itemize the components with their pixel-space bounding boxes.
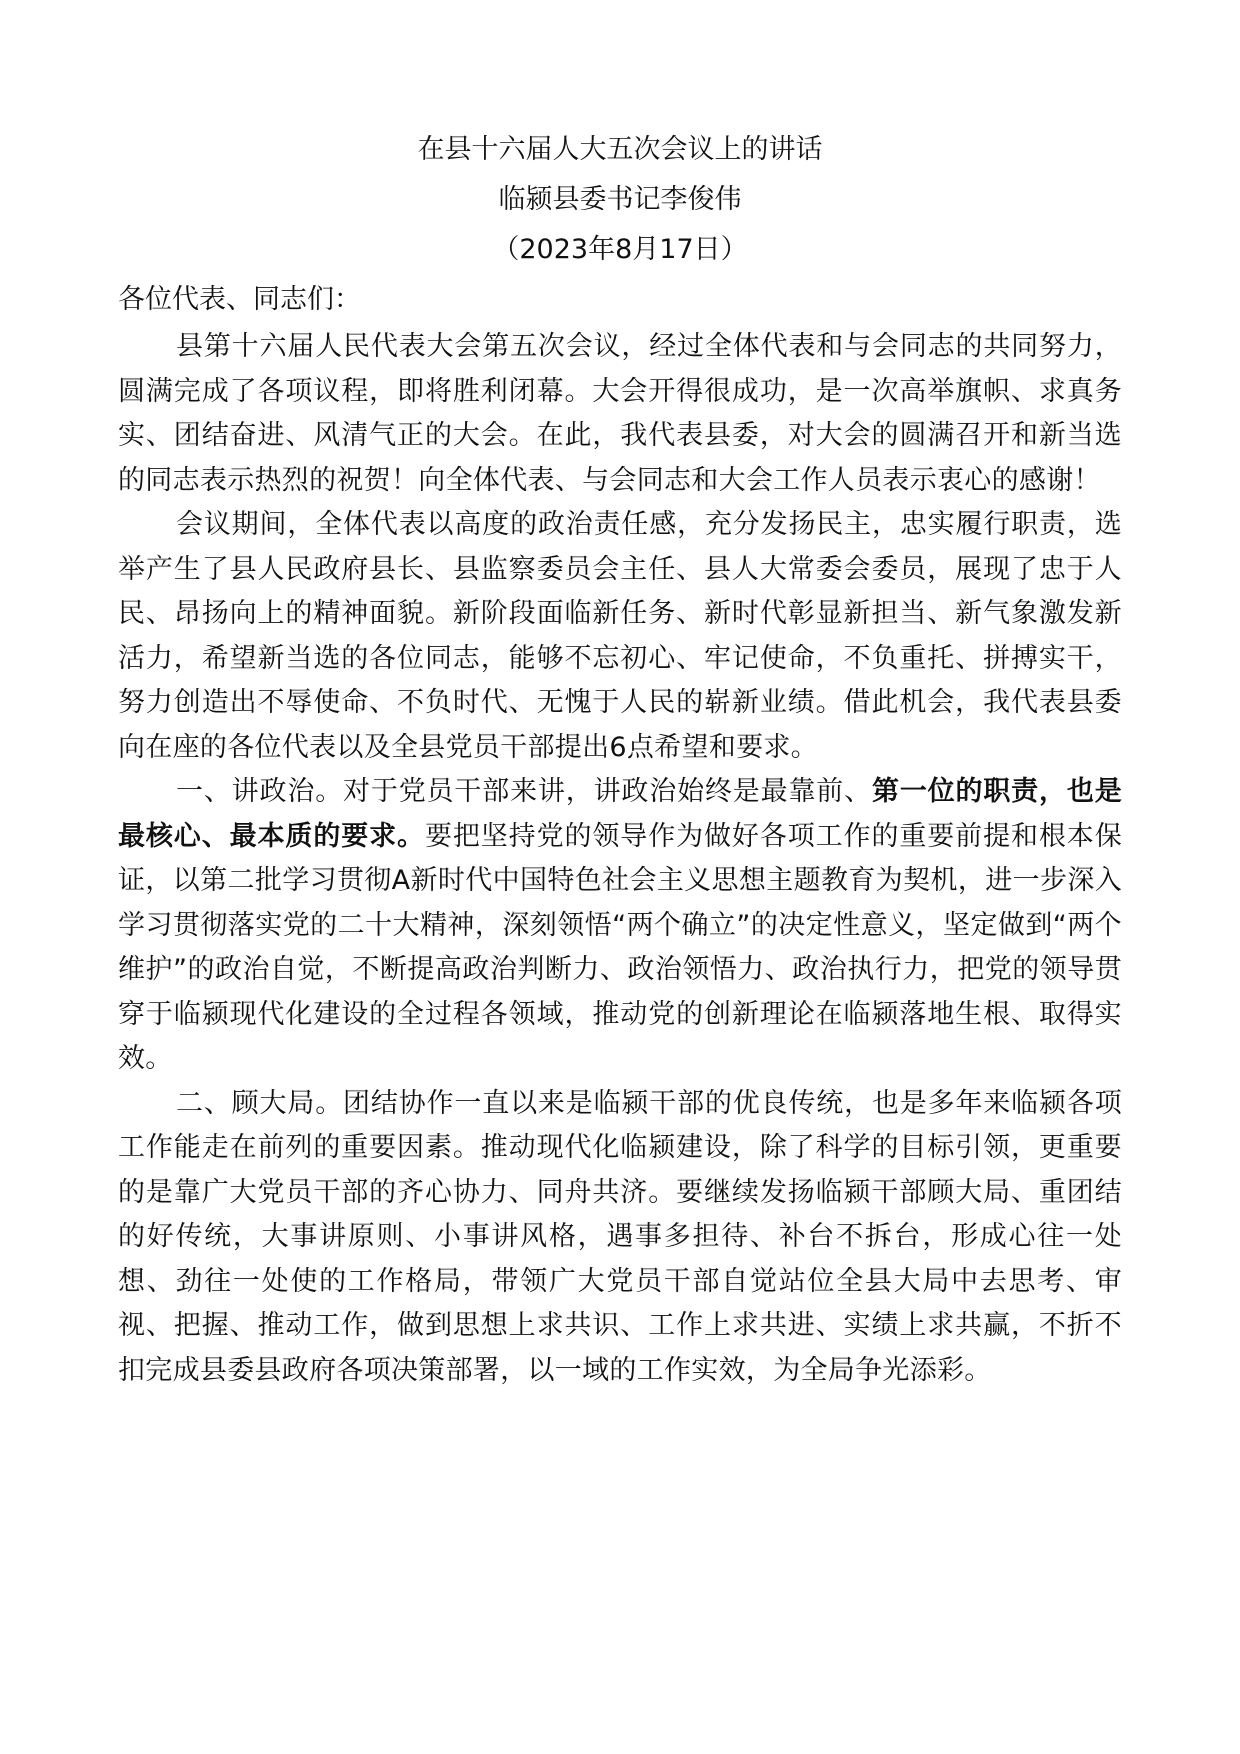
document-page bbox=[118, 125, 1122, 1393]
title-block bbox=[118, 125, 1122, 275]
paragraph-opening: 县第十六届人民代表大会第五次会议，经过全体代表和与会同志的共同努力，圆满完成了各项议程，即将胜利闭幕。大会开得很成功，是一次高举旗帜、求真务实、团结奋进、风清气正的大会。在此，我代表县委，对大会的圆满召开和新当选的同志表示热烈的祝贺！向全体代表、与会同志和大会工作人员表示衷心的感谢！ bbox=[118, 331, 1122, 496]
politics-lead-text: 一、讲政治。对于党员干部来讲，讲政治始终是最靠前、 bbox=[176, 776, 872, 807]
paragraph-meeting-summary: 会议期间，全体代表以高度的政治责任感，充分发扬民主，忠实履行职责，选举产生了县人民政府县长、县监察委员会主任、县人大常委会委员，展现了忠于人民、昂扬向上的精神面貌。新阶段面临新任务、新时代彰显新担当、新气象激发新活力，希望新当选的各位同志，能够不忘初心、牢记使命，不负重托、拼搏实干，努力创造出不辱使命、不负时代、无愧于人民的崭新业绩。借此机会，我代表县委向在座的各位代表以及全县党员干部提出6点希望和要求。 bbox=[118, 509, 1122, 763]
date-line: （2023年8月17日） bbox=[492, 234, 748, 265]
politics-rest-text: 要把坚持党的领导作为做好各项工作的重要前提和根本保证，以第二批学习贯彻A新时代中国特色社会主义思想主题教育为契机，进一步深入学习贯彻落实党的二十大精神，深刻领悟“两个确立”的决定性意义，坚定做到“两个维护”的政治自觉，不断提高政治判断力、政治领悟力、政治执行力，把党的领导贯穿于临颍现代化建设的全过程各领域，推动党的创新理论在临颍落地生根、取得实效。 bbox=[118, 820, 1122, 1074]
speaker-line: 临颍县委书记李俊伟 bbox=[498, 184, 742, 215]
paragraph-politics bbox=[118, 770, 1122, 1082]
paragraph-big-picture: 二、顾大局。团结协作一直以来是临颍干部的优良传统，也是多年来临颍各项工作能走在前列的重要因素。推动现代化临颍建设，除了科学的目标引领，更重要的是靠广大党员干部的齐心协力、同舟共济。要继续发扬临颍干部顾大局、重团结的好传统，大事讲原则、小事讲风格，遇事多担待、补台不拆台，形成心往一处想、劲往一处使的工作格局，带领广大党员干部自觉站位全县大局中去思考、审视、把握、推动工作，做到思想上求共识、工作上求共进、实绩上求共赢，不折不扣完成县委县政府各项决策部署，以一域的工作实效，为全局争光添彩。 bbox=[118, 1087, 1122, 1386]
speech-title: 在县十六届人大五次会议上的讲话 bbox=[417, 134, 823, 165]
salutation: 各位代表、同志们： bbox=[118, 284, 361, 315]
politics-bold-text: 第一位的职责，也是最核心、最本质的要求。 bbox=[118, 776, 1122, 852]
